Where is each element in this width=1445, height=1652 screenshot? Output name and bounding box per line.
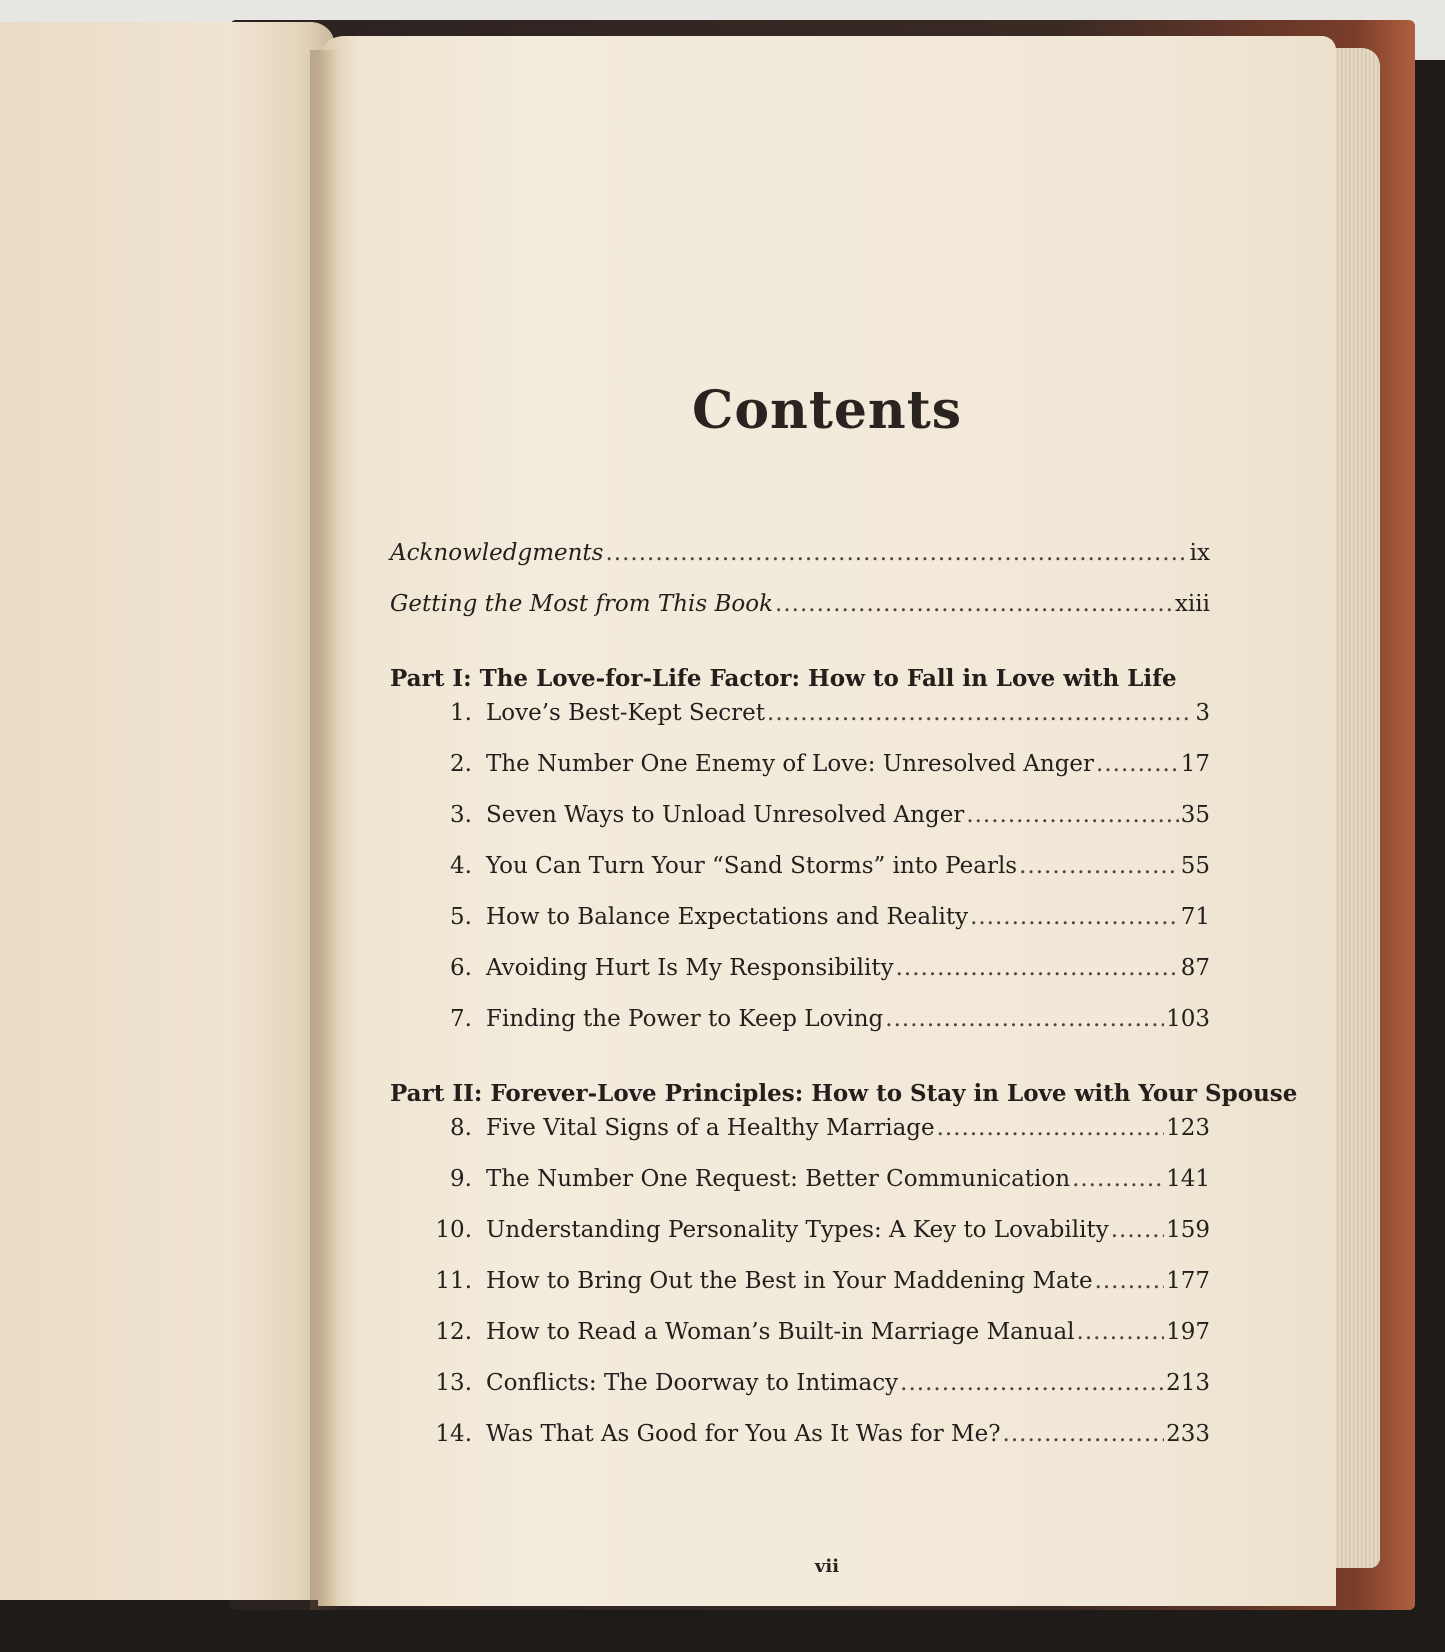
chapter-page: 55	[1180, 853, 1210, 879]
chapter-title: 7. Finding the Power to Keep Loving	[432, 1006, 883, 1032]
chapter-page: 71	[1180, 904, 1210, 930]
toc-chapter-6	[390, 955, 1210, 1006]
chapter-page: 123	[1166, 1115, 1210, 1141]
chapter-title: 10. Understanding Personality Types: A Key to Lovability	[432, 1217, 1109, 1243]
chapter-page: 177	[1166, 1268, 1210, 1294]
chapter-number: 5.	[450, 904, 472, 930]
entry-label: Acknowledgments	[390, 540, 604, 566]
chapter-number: 7.	[450, 1006, 472, 1032]
chapter-page: 103	[1166, 1006, 1210, 1032]
toc-chapter-8	[390, 1115, 1210, 1166]
leader-dots	[970, 904, 1179, 930]
chapter-title: 13. Conflicts: The Doorway to Intimacy	[432, 1370, 898, 1396]
toc-chapter-4	[390, 853, 1210, 904]
chapter-number: 2.	[450, 751, 472, 777]
leader-dots	[605, 540, 1187, 566]
entry-page: ix	[1189, 540, 1210, 566]
toc-chapter-13	[390, 1370, 1210, 1421]
chapter-page: 87	[1180, 955, 1210, 981]
chapter-title: 8. Five Vital Signs of a Healthy Marriage	[432, 1115, 935, 1141]
chapter-title: 5. How to Balance Expectations and Reality	[432, 904, 968, 930]
leader-dots	[1072, 1166, 1164, 1192]
chapter-number: 3.	[450, 802, 472, 828]
chapter-number: 1.	[450, 700, 472, 726]
toc-chapter-7	[390, 1006, 1210, 1057]
chapter-title: 12. How to Read a Woman’s Built-in Marriage Manual	[432, 1319, 1075, 1345]
toc-entry-getting-the-most	[390, 591, 1210, 642]
leader-dots	[1111, 1217, 1164, 1243]
chapter-title: 9. The Number One Request: Better Communication	[432, 1166, 1070, 1192]
leader-dots	[775, 591, 1173, 617]
page-title: Contents	[691, 380, 963, 441]
leader-dots	[1077, 1319, 1165, 1345]
leader-dots	[900, 1370, 1164, 1396]
chapter-number: 13.	[435, 1370, 472, 1396]
chapter-number: 6.	[450, 955, 472, 981]
leader-dots	[896, 955, 1179, 981]
leader-dots	[966, 802, 1178, 828]
chapter-page: 141	[1166, 1166, 1210, 1192]
toc-chapter-2	[390, 751, 1210, 802]
part-heading-2: Part II: Forever-Love Principles: How to Stay in Love with Your Spouse	[390, 1080, 1298, 1107]
chapter-page: 213	[1166, 1370, 1210, 1396]
entry-page: xiii	[1174, 591, 1210, 617]
toc-chapter-11	[390, 1268, 1210, 1319]
entry-label: Getting the Most from This Book	[390, 591, 774, 617]
leader-dots	[885, 1006, 1164, 1032]
chapter-number: 10.	[435, 1217, 472, 1243]
chapter-number: 4.	[450, 853, 472, 879]
toc-chapter-3	[390, 802, 1210, 853]
toc-entry-acknowledgments	[390, 540, 1210, 591]
toc-chapter-9	[390, 1166, 1210, 1217]
leader-dots	[1096, 751, 1179, 777]
chapter-page: 197	[1166, 1319, 1210, 1345]
leader-dots	[1019, 853, 1179, 879]
left-page	[0, 22, 335, 1600]
chapter-title: 3. Seven Ways to Unload Unresolved Anger	[432, 802, 964, 828]
chapter-number: 12.	[435, 1319, 472, 1345]
chapter-page: 17	[1180, 751, 1210, 777]
chapter-title: 6. Avoiding Hurt Is My Responsibility	[432, 955, 894, 981]
leader-dots	[1003, 1421, 1165, 1447]
chapter-number: 11.	[435, 1268, 472, 1294]
toc-chapter-5	[390, 904, 1210, 955]
chapter-number: 9.	[450, 1166, 472, 1192]
toc-chapter-12	[390, 1319, 1210, 1370]
chapter-page: 159	[1166, 1217, 1210, 1243]
toc-chapter-1	[390, 700, 1210, 751]
chapter-title: 2. The Number One Enemy of Love: Unresolved Anger	[432, 751, 1094, 777]
chapter-page: 233	[1166, 1421, 1210, 1447]
toc-chapter-10	[390, 1217, 1210, 1268]
part-heading-1: Part I: The Love-for-Life Factor: How to Fall in Love with Life	[390, 665, 1177, 692]
chapter-title: 11. How to Bring Out the Best in Your Maddening Mate	[432, 1268, 1093, 1294]
page-number: vii	[814, 1556, 840, 1577]
table-of-contents	[390, 540, 1298, 1472]
chapter-title: 14. Was That As Good for You As It Was for Me?	[432, 1421, 1001, 1447]
chapter-number: 14.	[435, 1421, 472, 1447]
chapter-number: 8.	[450, 1115, 472, 1141]
chapter-title: 1. Love’s Best-Kept Secret	[432, 700, 765, 726]
leader-dots	[1095, 1268, 1165, 1294]
leader-dots	[937, 1115, 1164, 1141]
chapter-page: 3	[1195, 700, 1210, 726]
chapter-title: 4. You Can Turn Your “Sand Storms” into Pearls	[432, 853, 1017, 879]
leader-dots	[767, 700, 1193, 726]
spine-shadow	[310, 50, 340, 1610]
chapter-page: 35	[1180, 802, 1210, 828]
toc-chapter-14	[390, 1421, 1210, 1472]
